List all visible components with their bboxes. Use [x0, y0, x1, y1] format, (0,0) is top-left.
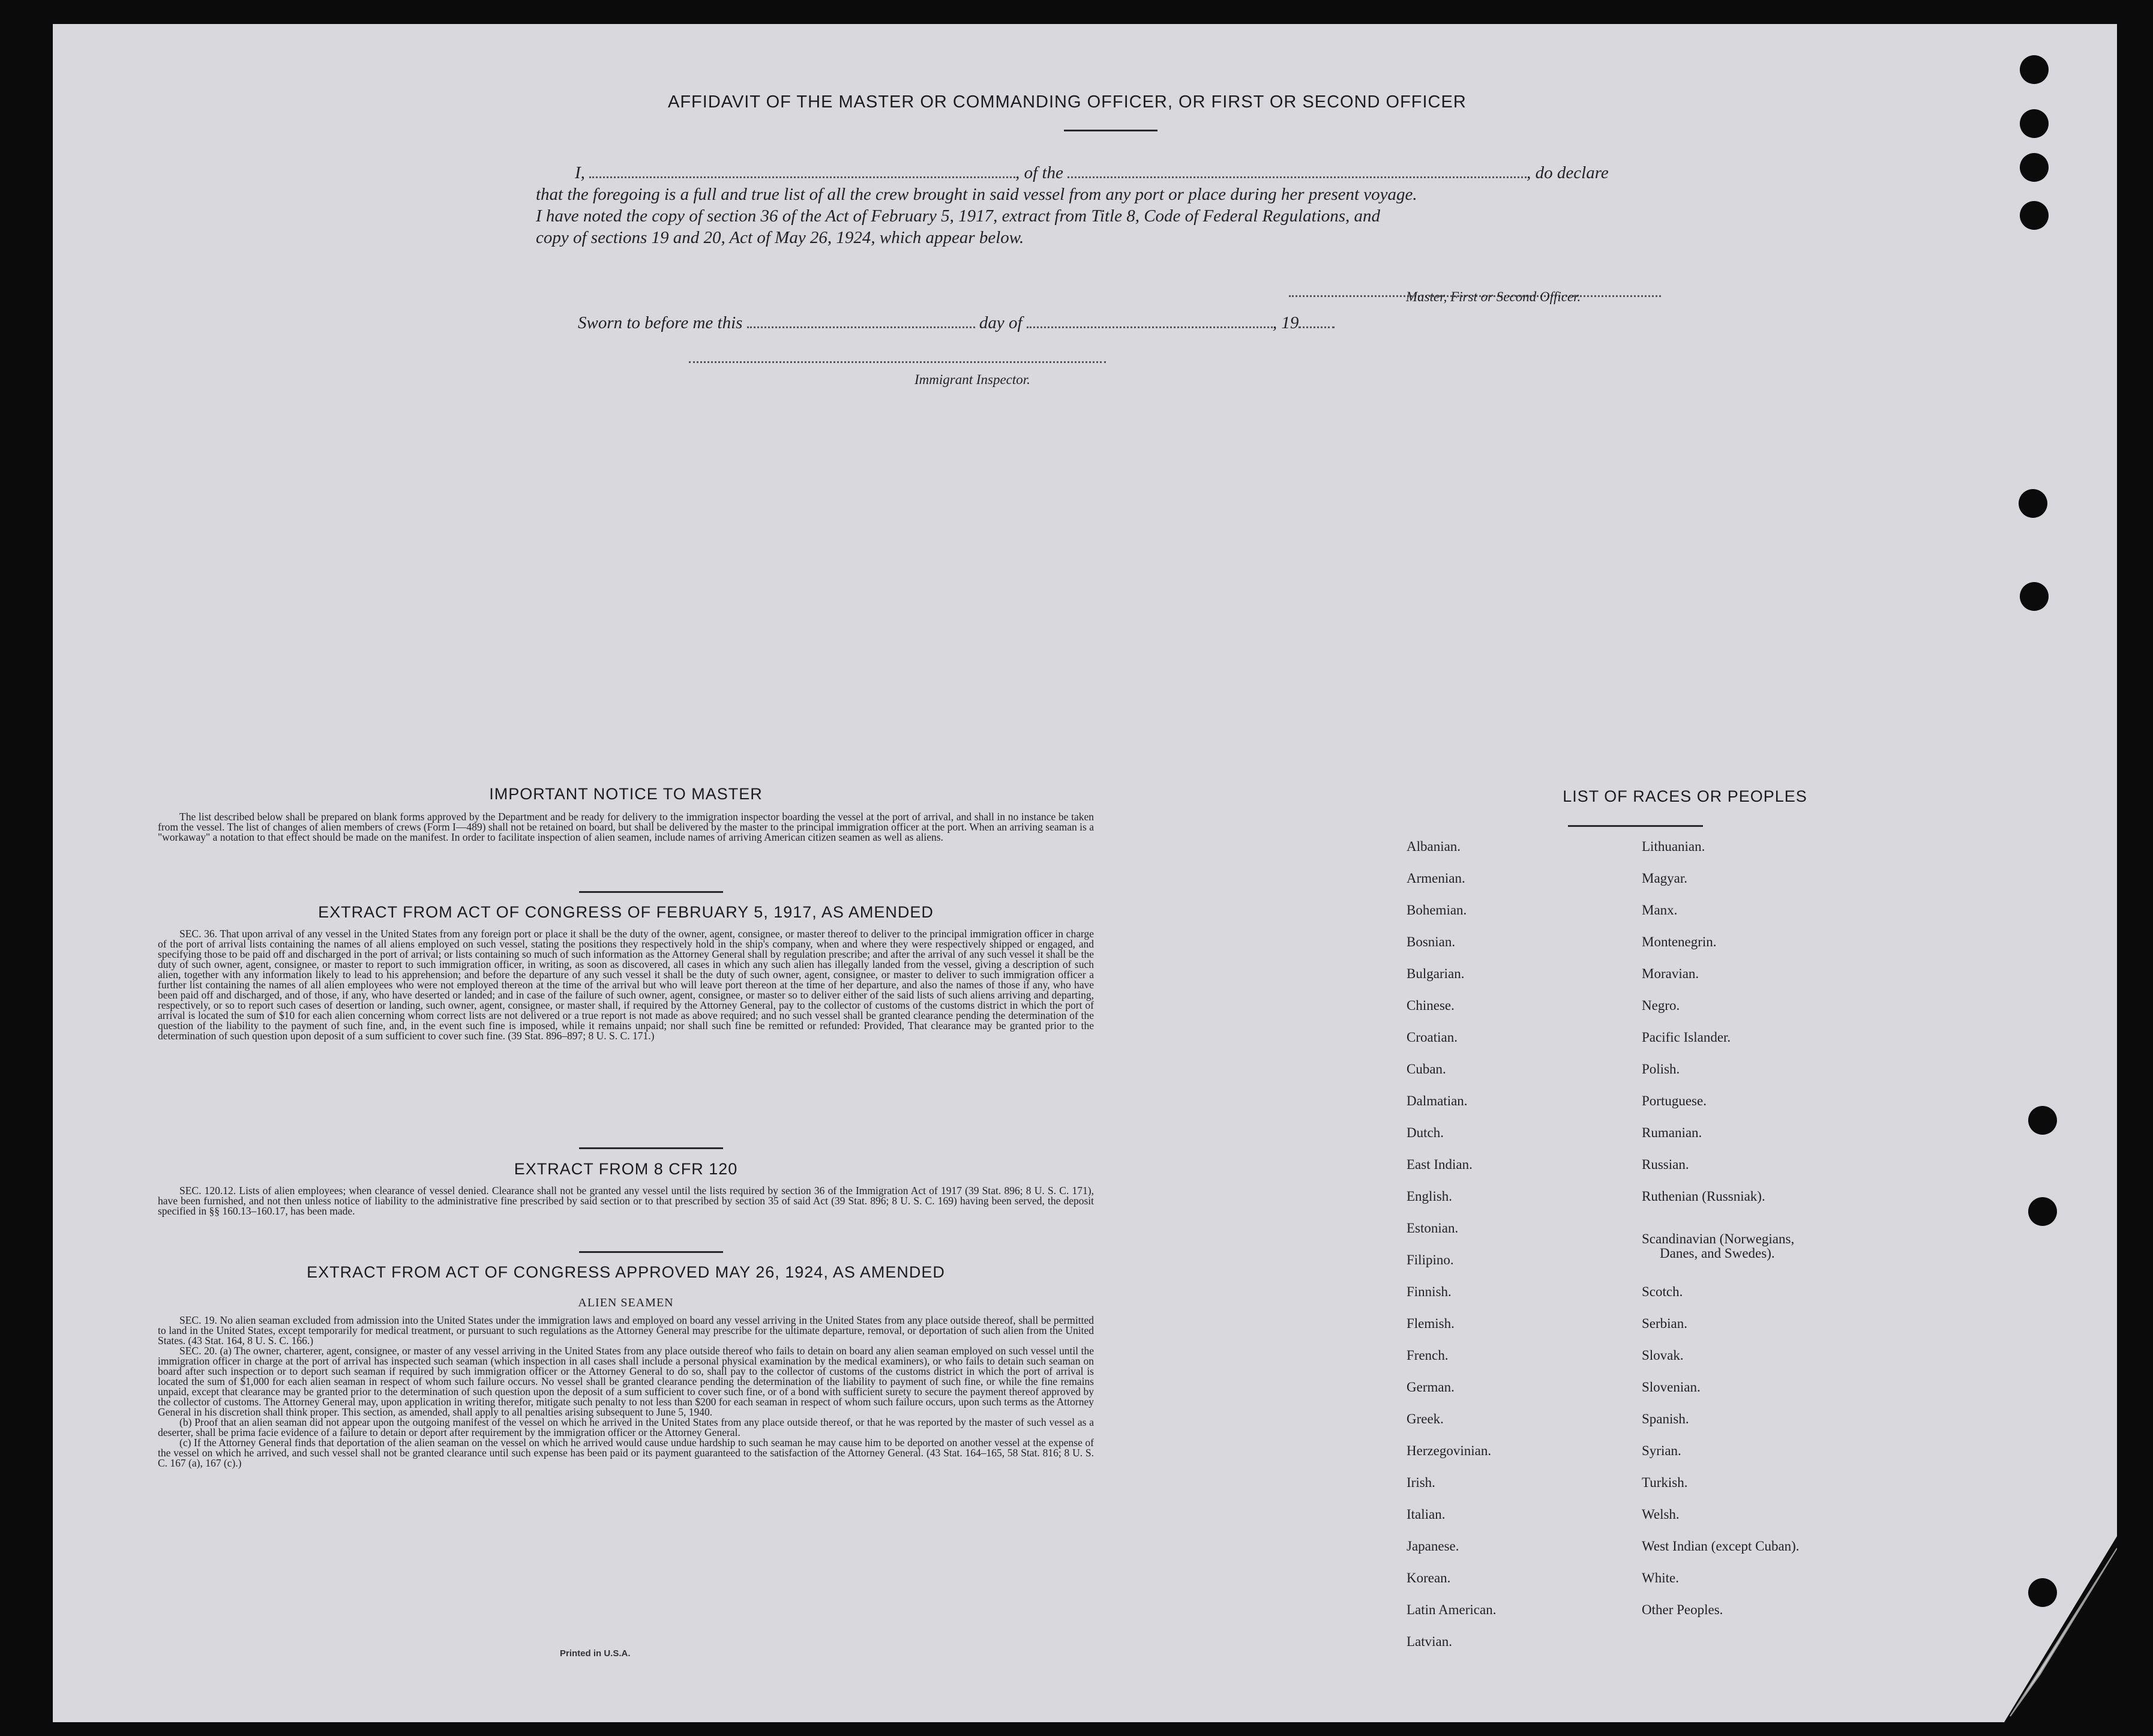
sworn-label: Sworn to before me this [578, 313, 743, 332]
race-item: Herzegovinian. [1407, 1443, 1492, 1458]
affidavit-divider [1064, 130, 1158, 131]
declarant-name-field[interactable] [589, 163, 1015, 178]
extract-1917-title: EXTRACT FROM ACT OF CONGRESS OF FEBRUARY 5, 1917, AS AMENDED [318, 903, 934, 921]
inspector-signature-label: Immigrant Inspector. [914, 372, 1030, 387]
inspector-signature-line[interactable] [689, 348, 1106, 363]
race-item: White. [1642, 1570, 1679, 1585]
race-item: Slovak. [1642, 1348, 1684, 1363]
race-item: Pacific Islander. [1642, 1030, 1731, 1045]
do-declare-label: , do declare [1527, 163, 1609, 182]
extract-1917-divider [579, 1147, 723, 1149]
race-item: Latin American. [1407, 1602, 1497, 1617]
sworn-year-field[interactable] [1299, 313, 1335, 328]
sworn-month-field[interactable] [1027, 313, 1273, 328]
binder-hole-icon [2020, 55, 2049, 84]
binder-hole-icon [2019, 489, 2047, 518]
race-item: Bosnian. [1407, 934, 1456, 949]
master-signature-label: Master, First or Second Officer. [1406, 289, 1581, 304]
race-item: French. [1407, 1348, 1449, 1363]
race-item: Moravian. [1642, 966, 1699, 981]
year-label: , 19 [1272, 313, 1299, 332]
binder-hole-icon [2020, 582, 2049, 611]
race-item: Serbian. [1642, 1316, 1688, 1331]
race-item: Dalmatian. [1407, 1093, 1468, 1108]
race-item: Japanese. [1407, 1539, 1459, 1554]
extract-cfr-divider [579, 1251, 723, 1253]
race-item: Armenian. [1407, 871, 1465, 886]
race-item: Dutch. [1407, 1125, 1444, 1140]
of-the-label: , of the [1015, 163, 1063, 182]
sworn-day-field[interactable] [747, 313, 975, 328]
race-item: Syrian. [1642, 1443, 1681, 1458]
race-item: Latvian. [1407, 1634, 1452, 1649]
race-item: Manx. [1642, 903, 1678, 918]
sec-20c-paragraph: (c) If the Attorney General finds that deportation of the alien seaman on the vessel on which he arrived would cause undue hardship to such seaman he may cause him to be deported on another vessel at the expense of the vessel on which he arrived, and such vessel shall not be granted clearance until such expense has been paid or its payment guaranteed to the satisfaction of the Attorney General. (43 Stat. 164–165, 58 Stat. 816; 8 U. S. C. 167 (a), 167 (c).) [158, 1437, 1094, 1469]
race-item: Estonian. [1407, 1221, 1459, 1236]
race-item: Other Peoples. [1642, 1602, 1723, 1617]
document-page [53, 24, 2117, 1722]
declarant-label: I, [575, 163, 585, 182]
race-item: Filipino. [1407, 1252, 1454, 1267]
extract-1917-text [158, 929, 1094, 1041]
declaration-line-4: copy of sections 19 and 20, Act of May 26, 1924, which appear below. [536, 228, 1024, 247]
day-of-label: day of [979, 313, 1022, 332]
sec-120-12-paragraph: SEC. 120.12. Lists of alien employees; when clearance of vessel denied. Clearance shall not be granted any vessel until the lists required by section 36 of the Immigration Act of 1917 (39 Stat. 896; 8 U. S. C. 171), have been furnished, and not then unless notice of liability to the administrative fine prescribed by said section or to that prescribed by section 35 of said Act (39 Stat. 896; 8 U. S. C. 169) having been served, the deposit specified in §§ 160.13–160.17, has been made. [158, 1185, 1094, 1217]
race-item: German. [1407, 1380, 1455, 1395]
binder-hole-icon [2020, 153, 2049, 182]
sworn-line [578, 313, 1335, 333]
race-item: Scotch. [1642, 1284, 1683, 1299]
folded-corner-icon [1968, 1536, 2117, 1722]
vessel-name-field[interactable] [1067, 163, 1527, 178]
race-item: Chinese. [1407, 998, 1455, 1013]
race-item: Bohemian. [1407, 903, 1467, 918]
notice-paragraph: The list described below shall be prepared on blank forms approved by the Department and be ready for delivery to the immigration inspector boarding the vessel at the port of arrival, and shall in no instance be taken from the vessel. The list of changes of alien members of crews (Form I—489) shall not be retained on board, but shall be delivered by the master to the principal immigration officer at the port. When an arriving seaman is a "workaway" a notation to that effect should be made on the manifest. In order to facilitate inspection of alien seamen, include names of arriving American citizen seamen as well as aliens. [158, 811, 1094, 843]
race-item: West Indian (except Cuban). [1642, 1539, 1800, 1554]
race-item: Finnish. [1407, 1284, 1452, 1299]
race-item: Portuguese. [1642, 1093, 1707, 1108]
declaration-line-2: that the foregoing is a full and true list of all the crew brought in said vessel from any port or place during her present voyage. [536, 185, 1417, 204]
declaration-line-1 [575, 163, 1609, 183]
printed-in-usa: Printed in U.S.A. [560, 1648, 631, 1659]
race-item: Danes, and Swedes). [1660, 1246, 1775, 1261]
race-item: Polish. [1642, 1062, 1680, 1077]
race-item: Ruthenian (Russniak). [1642, 1189, 1765, 1204]
race-item: Lithuanian. [1642, 839, 1705, 854]
race-item: Turkish. [1642, 1475, 1688, 1490]
alien-seamen-subtitle: ALIEN SEAMEN [578, 1296, 674, 1309]
binder-hole-icon [2020, 201, 2049, 230]
affidavit-title: AFFIDAVIT OF THE MASTER OR COMMANDING OFFICER, OR FIRST OR SECOND OFFICER [668, 92, 1467, 112]
race-item: Korean. [1407, 1570, 1451, 1585]
race-item: English. [1407, 1189, 1453, 1204]
extract-cfr-text [158, 1186, 1094, 1216]
notice-text [158, 812, 1094, 842]
race-item: Spanish. [1642, 1411, 1689, 1426]
race-item: Flemish. [1407, 1316, 1455, 1331]
race-item: Albanian. [1407, 839, 1461, 854]
notice-title: IMPORTANT NOTICE TO MASTER [489, 785, 763, 803]
race-item: Scandinavian (Norwegians, [1642, 1231, 1795, 1246]
race-item: Montenegrin. [1642, 934, 1717, 949]
races-title: LIST OF RACES OR PEOPLES [1563, 787, 1807, 805]
binder-hole-icon [2028, 1106, 2057, 1135]
race-item: Welsh. [1642, 1507, 1680, 1522]
extract-1924-text [158, 1315, 1094, 1468]
notice-divider [579, 891, 723, 893]
extract-1924-title: EXTRACT FROM ACT OF CONGRESS APPROVED MAY 26, 1924, AS AMENDED [307, 1263, 945, 1281]
sec-19-paragraph: SEC. 19. No alien seaman excluded from admission into the United States under the immigration laws and employed on board any vessel arriving in the United States from any place outside thereof, shall be permitted to land in the United States, except temporarily for medical treatment, or pursuant to such regulations as the Attorney General may prescribe for the ultimate departure, removal, or deportation of such alien from the United States. (43 Stat. 164, 8 U. S. C. 166.) [158, 1314, 1094, 1347]
declaration-line-3: I have noted the copy of section 36 of the Act of February 5, 1917, extract from Title 8, Code of Federal Regulations, and [536, 206, 1381, 226]
race-item: Italian. [1407, 1507, 1446, 1522]
extract-cfr-title: EXTRACT FROM 8 CFR 120 [514, 1160, 738, 1178]
race-item: East Indian. [1407, 1157, 1473, 1172]
binder-hole-icon [2028, 1197, 2057, 1226]
race-item: Croatian. [1407, 1030, 1458, 1045]
sec-20b-paragraph: (b) Proof that an alien seaman did not appear upon the outgoing manifest of the vessel on which he arrived in the United States from any place outside thereof, or that he was reported by the master of such vessel as a deserter, shall be prima facie evidence of a failure to detain or deport after requirement by the immigration officer or the Attorney General. [158, 1416, 1094, 1438]
sec-36-paragraph: SEC. 36. That upon arrival of any vessel in the United States from any foreign port or place it shall be the duty of the owner, agent, consignee, or master thereof to deliver to the principal immigration officer in charge of the port of arrival lists containing the names of all aliens employed on such vessel, stating the positions they respectively hold in the ship's company, when and where they were respectively shipped or engaged, and specifying those to be paid off and discharged in the port of arrival; or lists containing so much of such information as the Attorney General shall by regulation prescribe; and after the arrival of any such vessel it shall be the duty of such owner, agent, consignee, or master to report to such immigration officer, in writing, as soon as discovered, all cases in which any such alien has illegally landed from the vessel, giving a description of such alien, together with any information likely to lead to his apprehension; and before the departure of any such vessel it shall be the duty of such owner, agent, consignee, or master to deliver to such immigration officer a further list containing the names of all alien employees who were not employed thereon at the time of the arrival but who will leave port thereon at the time of her departure, and also the names of those if any, who have been paid off and discharged, and of those, if any, who have deserted or landed; and in case of the failure of such owner, agent, consignee, or master so to deliver either of the said lists of such aliens arriving and departing, respectively, or so to report such cases of desertion or landing, such owner, agent, consignee, or master shall, if required by the Attorney General, pay to the collector of customs of the customs district in which the port of arrival is located the sum of $10 for each alien concerning whom correct lists are not delivered or a true report is not made as above required; and no such vessel shall be granted clearance pending the determination of the question of the liability to the payment of such fine, and, in the event such fine is imposed, while it remains unpaid; nor shall such fine be remitted or refunded: Provided, That clearance may be granted prior to the determination of such question upon deposit of a sum sufficient to cover such fine. (39 Stat. 896–897; 8 U. S. C. 171.) [158, 928, 1094, 1042]
race-item: Irish. [1407, 1475, 1435, 1490]
race-item: Russian. [1642, 1157, 1689, 1172]
race-item: Cuban. [1407, 1062, 1446, 1077]
race-item: Greek. [1407, 1411, 1444, 1426]
binder-hole-icon [2020, 109, 2049, 138]
race-item: Magyar. [1642, 871, 1688, 886]
race-item: Slovenian. [1642, 1380, 1701, 1395]
race-item: Negro. [1642, 998, 1680, 1013]
race-item: Rumanian. [1642, 1125, 1702, 1140]
race-item: Bulgarian. [1407, 966, 1465, 981]
sec-20a-paragraph: SEC. 20. (a) The owner, charterer, agent, consignee, or master of any vessel arriving in the United States from any place outside thereof who fails to detain on board any alien seaman employed on such vessel until the immigration officer in charge at the port of arrival has inspected such seaman (which inspection in all cases shall include a personal physical examination by the medical examiners), or who fails to detain such seaman on board after such inspection or to deport such seaman if required by such immigration officer or the Attorney General to do so, shall pay to the collector of customs of the customs district in which the port of arrival is located the sum of $1,000 for each alien seaman in respect of whom such failure occurs. No vessel shall be granted clearance pending the determination of the liability to payment of such fine, or while the fine remains unpaid, except that clearance may be granted prior to the determination of such question upon the deposit of a sum sufficient to cover such fine, or of a bond with sufficient surety to secure the payment thereof approved by the collector of customs. The Attorney General may, upon application in writing therefor, mitigate such penalty to not less than $200 for each seaman in respect of whom such failure occurs, upon such terms as the Attorney General in his discretion shall think proper. This section, as amended, shall apply to all penalties arising subsequent to June 5, 1940. [158, 1345, 1094, 1418]
races-divider [1568, 825, 1703, 827]
